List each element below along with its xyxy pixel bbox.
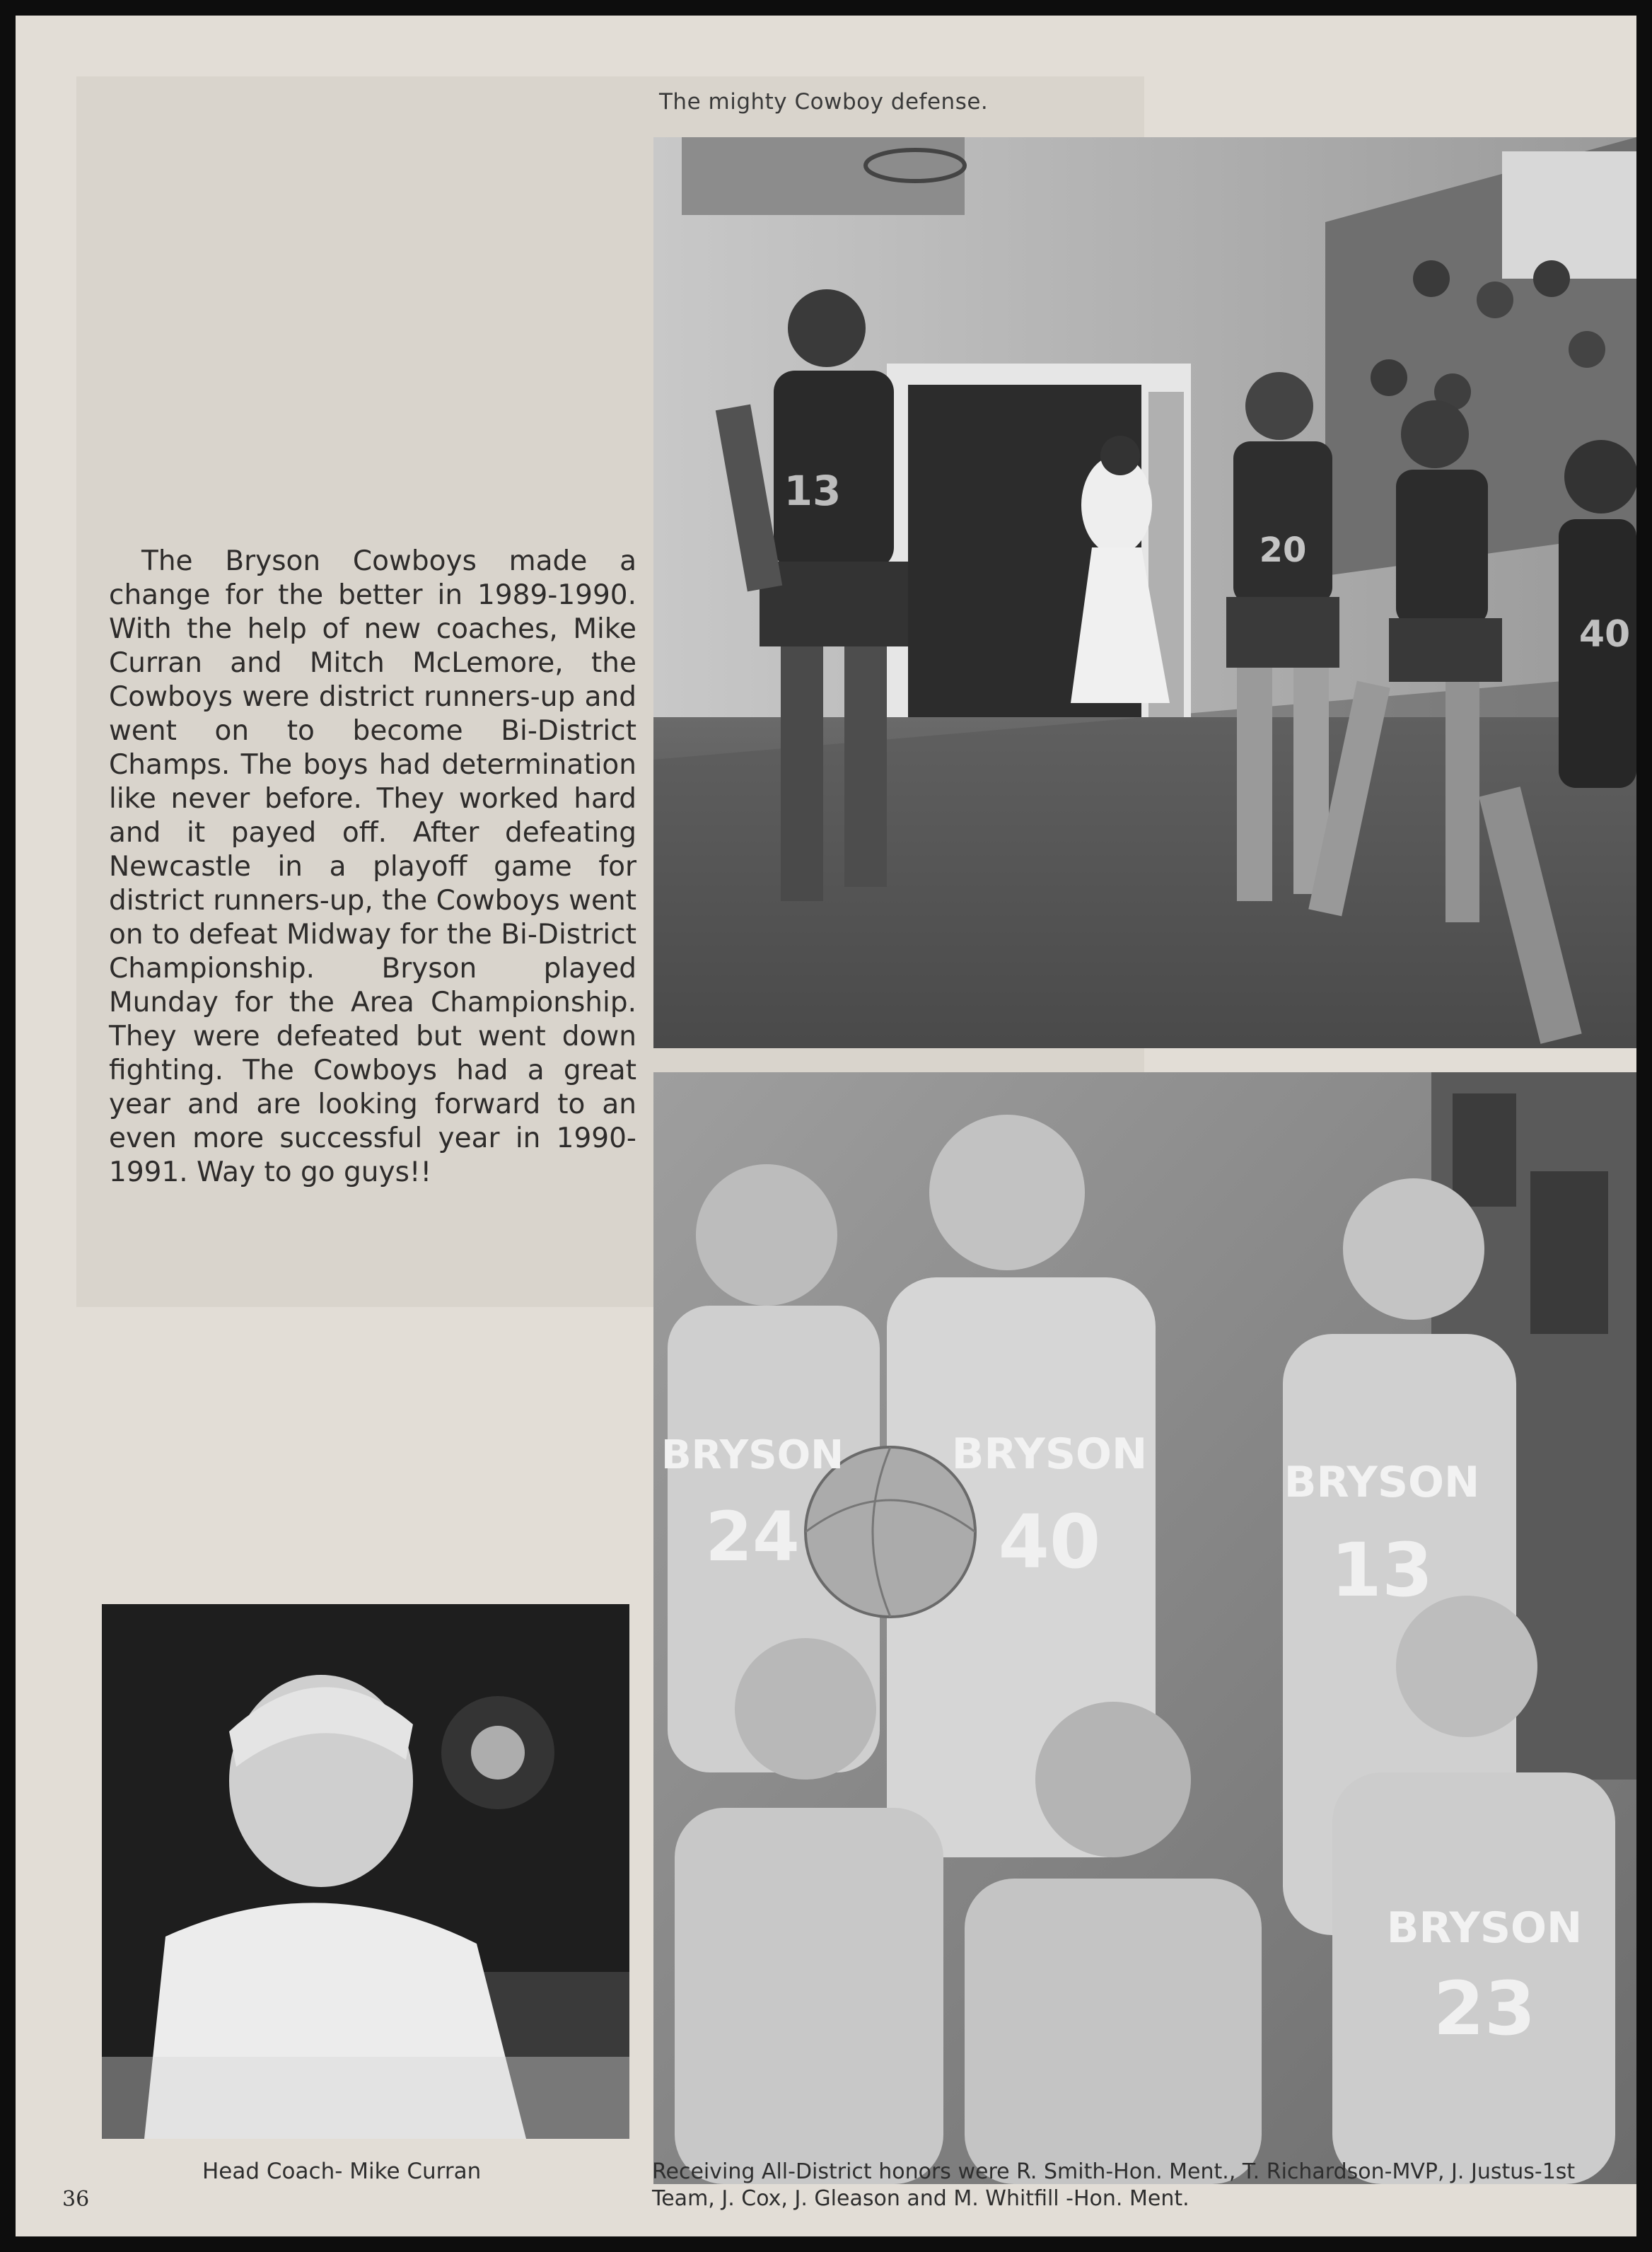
team-jersey-number: 23 <box>1433 1966 1536 2052</box>
team-jersey-name: BRYSON <box>1284 1458 1480 1507</box>
all-district-team-photo <box>653 1072 1636 2184</box>
team-jersey-name: BRYSON <box>951 1429 1148 1479</box>
team-jersey-name: BRYSON <box>661 1432 844 1478</box>
team-jersey-number: 24 <box>705 1497 800 1577</box>
team-photo-caption: Receiving All-District honors were R. Smith-Hon. Ment., T. Richardson-MVP, J. Justus-1st Team, J. Cox, J. Gleason and M. Whitfill -Hon. Ment. <box>652 2159 1576 2211</box>
defense-action-photo <box>653 137 1636 1048</box>
coach-photo-caption: Head Coach- Mike Curran <box>202 2159 482 2184</box>
head-coach-photo <box>102 1604 629 2139</box>
team-jersey-number: 40 <box>998 1499 1101 1585</box>
article-body: The Bryson Cowboys made a change for the better in 1989-1990. With the help of new coaches, Mike Curran and Mitch McLemore, the Cowboys were district runners-up and went on to become Bi-District Champs. The boys had determination like never before. They worked hard and it payed off. After defeating Newcastle in a playoff game for district runners-up, the Cowboys went on to defeat Midway for the Bi-District Championship. Bryson played Munday for the Area Championship. They were defeated but went down fighting. The Cowboys had a great year and are looking forward to an even more successful year in 1990-1991. Way to go guys!! <box>109 545 636 1188</box>
team-jersey-number: 13 <box>1330 1527 1433 1613</box>
defense-photo-caption: The mighty Cowboy defense. <box>659 89 989 115</box>
team-jersey-name: BRYSON <box>1386 1903 1583 1953</box>
action-jersey-number: 13 <box>784 467 842 515</box>
action-jersey-number: 20 <box>1259 530 1307 570</box>
action-jersey-number: 40 <box>1578 613 1631 656</box>
yearbook-page <box>16 16 1636 2236</box>
page-number: 36 <box>62 2187 90 2212</box>
